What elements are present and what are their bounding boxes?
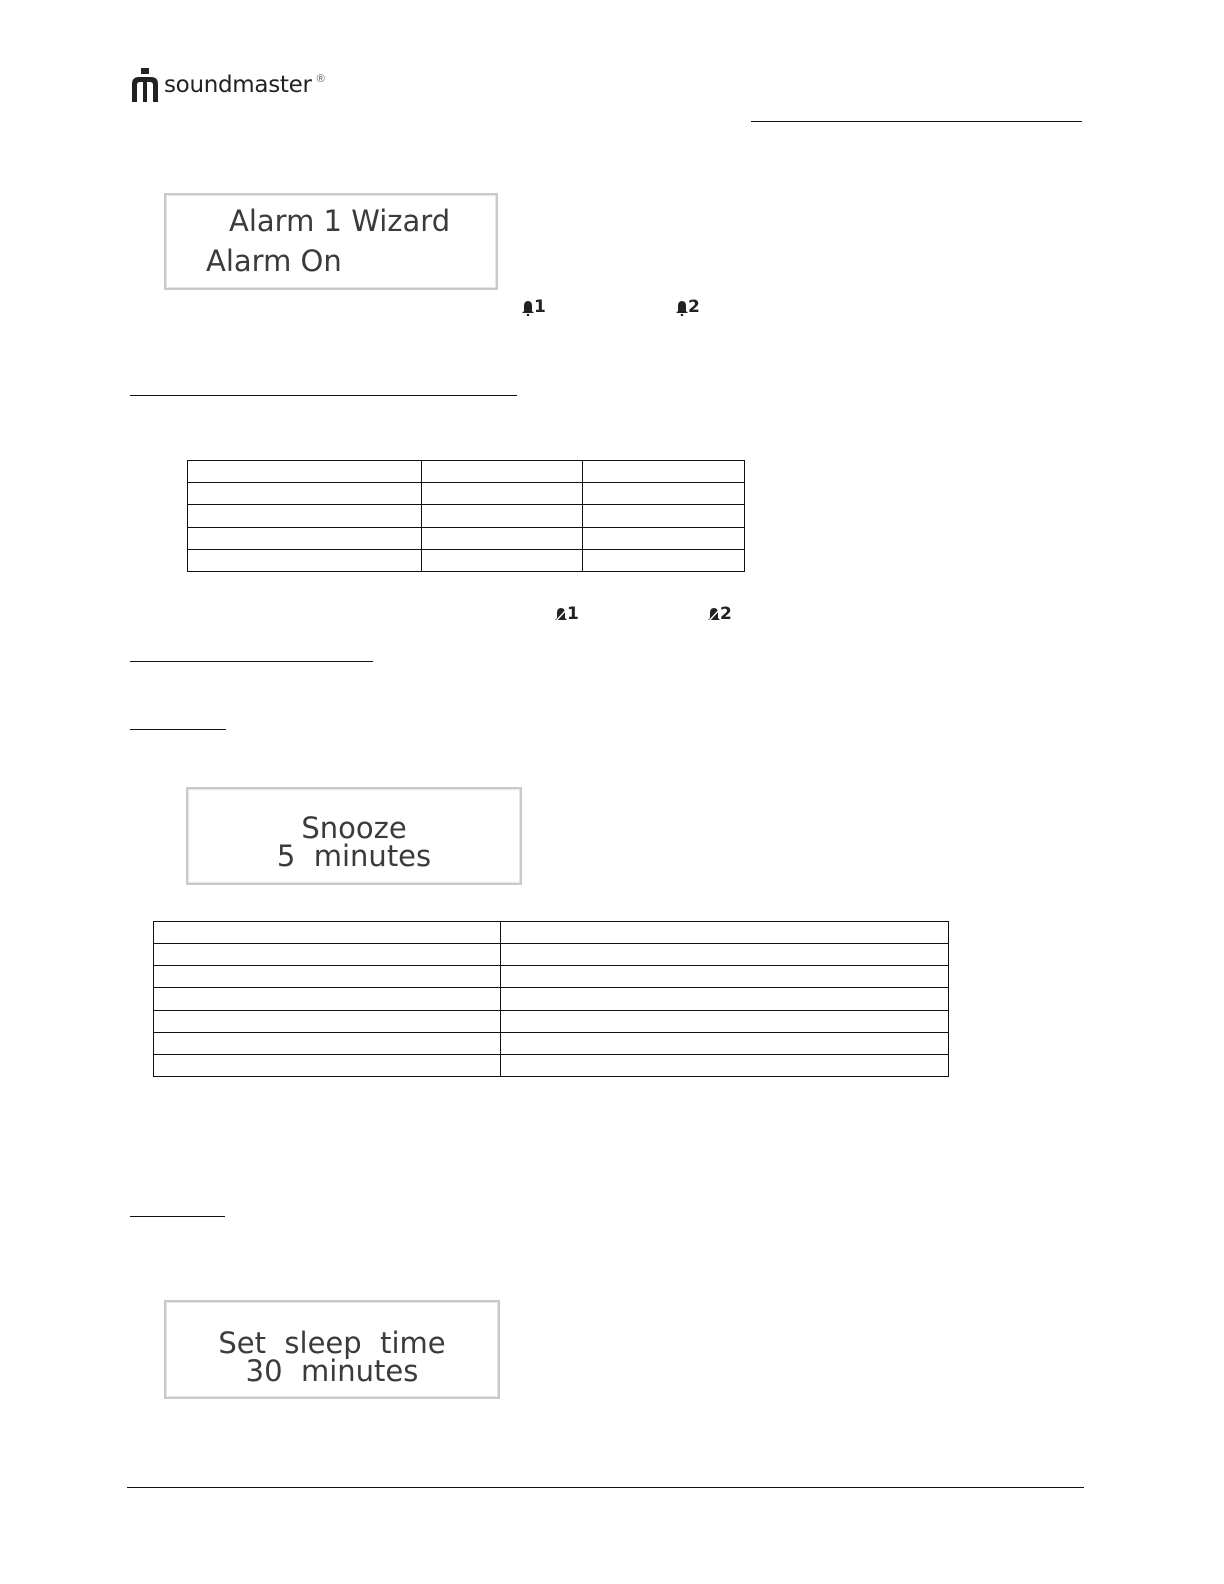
brand-name: soundmaster xyxy=(164,71,312,98)
section-heading-rule xyxy=(130,395,517,396)
alarm-2-off-indicator xyxy=(708,603,732,623)
sleep-display xyxy=(164,1300,500,1399)
alarm-wizard-display xyxy=(164,193,498,290)
table-cell xyxy=(422,505,583,527)
footer-rule xyxy=(127,1487,1084,1488)
table-cell xyxy=(154,966,501,988)
alarm-icon-number: 2 xyxy=(720,604,732,624)
table-cell xyxy=(188,461,422,483)
soundmaster-logo-icon xyxy=(130,68,160,102)
table-cell xyxy=(188,483,422,505)
table-cell xyxy=(501,966,949,988)
table-cell xyxy=(154,1054,501,1076)
table-cell xyxy=(583,483,745,505)
subsection-heading-rule xyxy=(130,1216,225,1217)
table-row xyxy=(154,944,949,966)
sleep-display-line1: Set sleep time xyxy=(218,1326,446,1360)
table-cell xyxy=(154,922,501,944)
bell-muted-alarm-icon xyxy=(555,607,567,623)
table-cell xyxy=(501,922,949,944)
table-cell xyxy=(154,1032,501,1054)
table-row xyxy=(154,966,949,988)
sleep-display-line2: 30 minutes xyxy=(245,1354,419,1388)
table-row xyxy=(188,505,745,527)
table-cell xyxy=(154,1010,501,1032)
table-cell xyxy=(422,527,583,549)
snooze-options-table xyxy=(153,921,949,1077)
subsection-heading-rule xyxy=(130,729,226,730)
alarm-icon-number: 1 xyxy=(534,297,546,317)
table-row xyxy=(154,1032,949,1054)
table-row xyxy=(154,1010,949,1032)
table-row xyxy=(154,988,949,1010)
table-cell xyxy=(422,483,583,505)
table-cell xyxy=(501,1010,949,1032)
snooze-display-line2: 5 minutes xyxy=(276,839,432,873)
table-cell xyxy=(188,527,422,549)
table-cell xyxy=(154,944,501,966)
table-row xyxy=(188,549,745,571)
table-cell xyxy=(154,988,501,1010)
table-cell xyxy=(501,1032,949,1054)
table-cell xyxy=(501,1054,949,1076)
table-cell xyxy=(583,461,745,483)
table-cell xyxy=(501,988,949,1010)
table-row xyxy=(188,527,745,549)
table-row xyxy=(188,483,745,505)
table-cell xyxy=(422,461,583,483)
table-cell xyxy=(583,527,745,549)
bell-alarm-icon xyxy=(676,300,688,316)
table-cell xyxy=(188,505,422,527)
alarm-settings-table xyxy=(187,460,745,572)
table-cell xyxy=(422,549,583,571)
alarm-icon-number: 1 xyxy=(567,604,579,624)
alarm-icon-number: 2 xyxy=(688,297,700,317)
table-cell xyxy=(501,944,949,966)
alarm-1-off-indicator xyxy=(555,603,579,623)
table-cell xyxy=(583,505,745,527)
alarm-1-indicator xyxy=(522,296,546,316)
bell-muted-alarm-icon xyxy=(708,607,720,623)
trademark-mark: ® xyxy=(316,73,325,85)
table-cell xyxy=(188,549,422,571)
table-row xyxy=(188,461,745,483)
table-cell xyxy=(583,549,745,571)
header-rule xyxy=(751,121,1082,122)
bell-alarm-icon xyxy=(522,300,534,316)
brand-logo xyxy=(130,68,325,102)
section-heading-rule xyxy=(130,661,373,662)
alarm-2-indicator xyxy=(676,296,700,316)
table-row xyxy=(154,1054,949,1076)
alarm-display-line2: Alarm On xyxy=(206,244,342,278)
alarm-display-line1: Alarm 1 Wizard xyxy=(229,204,451,238)
table-row xyxy=(154,922,949,944)
snooze-display-line1: Snooze xyxy=(301,811,407,845)
snooze-display xyxy=(186,787,522,885)
